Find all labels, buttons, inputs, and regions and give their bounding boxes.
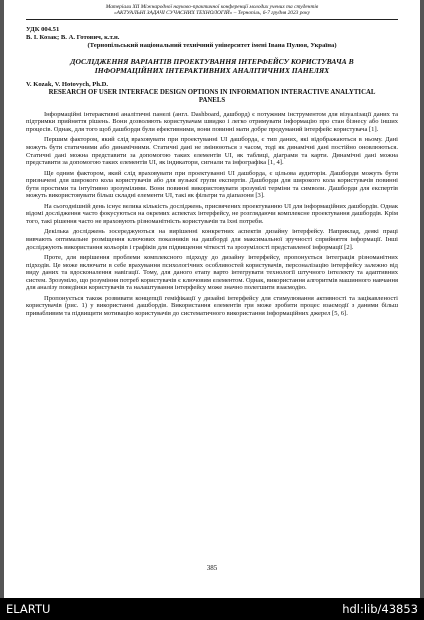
authors-ua: В. І. Козак; В. А. Готович, к.т.н.	[26, 33, 120, 41]
paragraph: Ще одним фактором, який слід враховувати при проектуванні UI дашборда, є цільова аудиторія. Дашборди можуть бути призначені для широкого кола користувачів або для вузької групи експертів. Дашборди для широкого кола користувачів повинні бути простими та інтуїтивно зрозумілими. Вони повинні використовувати зрозумілі терміни та символи. Дашборди для експертів можуть використовувати більш складні елементи UI, такі як фільтри та діапазони [3].	[26, 169, 398, 200]
paragraph: Проте, для вирішення проблеми комплексного підходу до дизайну інтерфейсу, пропонується інтеграція різноманітних підходів. Це може включати в себе врахування психологічних особливостей користувачів, персоналізацію інтерфейсу залежно від виду даних та вдосконалення навігації. Тому, для даного етапу варто інтегрувати технології штучного інтелекту та адаптивних систем. Зрозуміло, що розуміння потреб користувачів є ключовим елементом. Однак, використання алгоритмів машинного навчання для аналізу поведінки користувачів та налаштування інтерфейсу може значно полегшити взаємодію.	[26, 254, 398, 292]
title-en: RESEARCH OF USER INTERFACE DESIGN OPTIONS IN INFORMATION INTERACTIVE ANALYTICAL PANELS	[48, 89, 376, 104]
paragraph: Інформаційні інтерактивні аналітичні панелі (англ. Dashboard, дашборд) є потужним інструментом для візуалізації даних та підтримки прийняття рішень. Вони дозволяють користувачам швидко і легко отримувати інформацію про стан бізнесу або інших процесів. Однак, для того щоб дашборди були ефективними, вони повинні мати добре продуманий інтерфейс користувача [1].	[26, 110, 398, 133]
body-text	[26, 111, 398, 318]
header-line-2: «АКТУАЛЬНІ ЗАДАЧІ СУЧАСНИХ ТЕХНОЛОГІЙ» – Тернопіль, 6-7 грудня 2023 року	[113, 10, 311, 17]
paragraph: Декілька досліджень зосереджуються на вирішенні конкретних аспектів дизайну інтерфейсу. Наприклад, деякі праці вивчають оптимальне розміщення ключових показників на дашборді для максимальної зручності сприйняття інформації. Інші досліджують використання кольорів і графіків для підвищення чіткості та зрозумілості представленої інформації [2].	[26, 228, 398, 251]
authors-en: V. Kozak, V. Hotovych, Ph.D.	[26, 81, 109, 89]
header-line-1: Матеріали XII Міжнародної науково-практичної конференції молодих учених та студентів	[105, 4, 319, 10]
paragraph: Першим фактором, який слід враховувати при проектуванні UI дашборда, є тип даних, які відображаються в ньому. Дані можуть бути статичними або динамічними. Статичні дані не змінюються з часом, тоді як динамічні дані постійно оновлюються. Статичні дані можна представити за допомогою таких елементів UI, як таблиці, діаграми та карти. Динамічні дані можна представити за допомогою таких елементів UI, як індикатори, сигнали та інфографіка [1, 4].	[26, 136, 398, 167]
handle-id: hdl:lib/43853	[342, 602, 418, 616]
paper-page	[4, 0, 420, 598]
repository-footer	[0, 598, 424, 620]
paragraph: На сьогоднішній день існує велика кількість досліджень, присвячених проектуванню UI для інформаційних дашбордів. Однак відомі дослідження часто фокусуються на окремих аспектах інтерфейсу, не розглядаючи комплексне проектування дашбордів. Крім того, такі рішення часто не враховують різноманітність користувачів та їхні потреби.	[26, 202, 398, 225]
affiliation: (Тернопільський національний технічний університет імені Івана Пулюя, Україна)	[87, 41, 337, 49]
udc-code: УДК 004.51	[26, 25, 60, 33]
title-ua: ДОСЛІДЖЕННЯ ВАРІАНТІВ ПРОЕКТУВАННЯ ІНТЕРФЕЙСУ КОРИСТУВАЧА В ІНФОРМАЦІЙНИХ ІНТЕРАКТИВНИХ АНАЛІТИЧНИХ ПАНЕЛЯХ	[70, 56, 354, 75]
repository-name: ELARTU	[6, 602, 51, 616]
page-number: 385	[206, 564, 218, 572]
running-header	[26, 4, 398, 20]
paragraph: Пропонується також розвивати концепції геміфікації у дизайні інтерфейсу для стимулювання активності та зацікавленості користувачів (рис. 1) у використанні дашбордів. Використання елементів гри може зробити процес взаємодії з даними більш привабливим та підвищити мотивацію користувачів до систематичного використання інформаційних джерел [5, 6].	[26, 294, 398, 317]
